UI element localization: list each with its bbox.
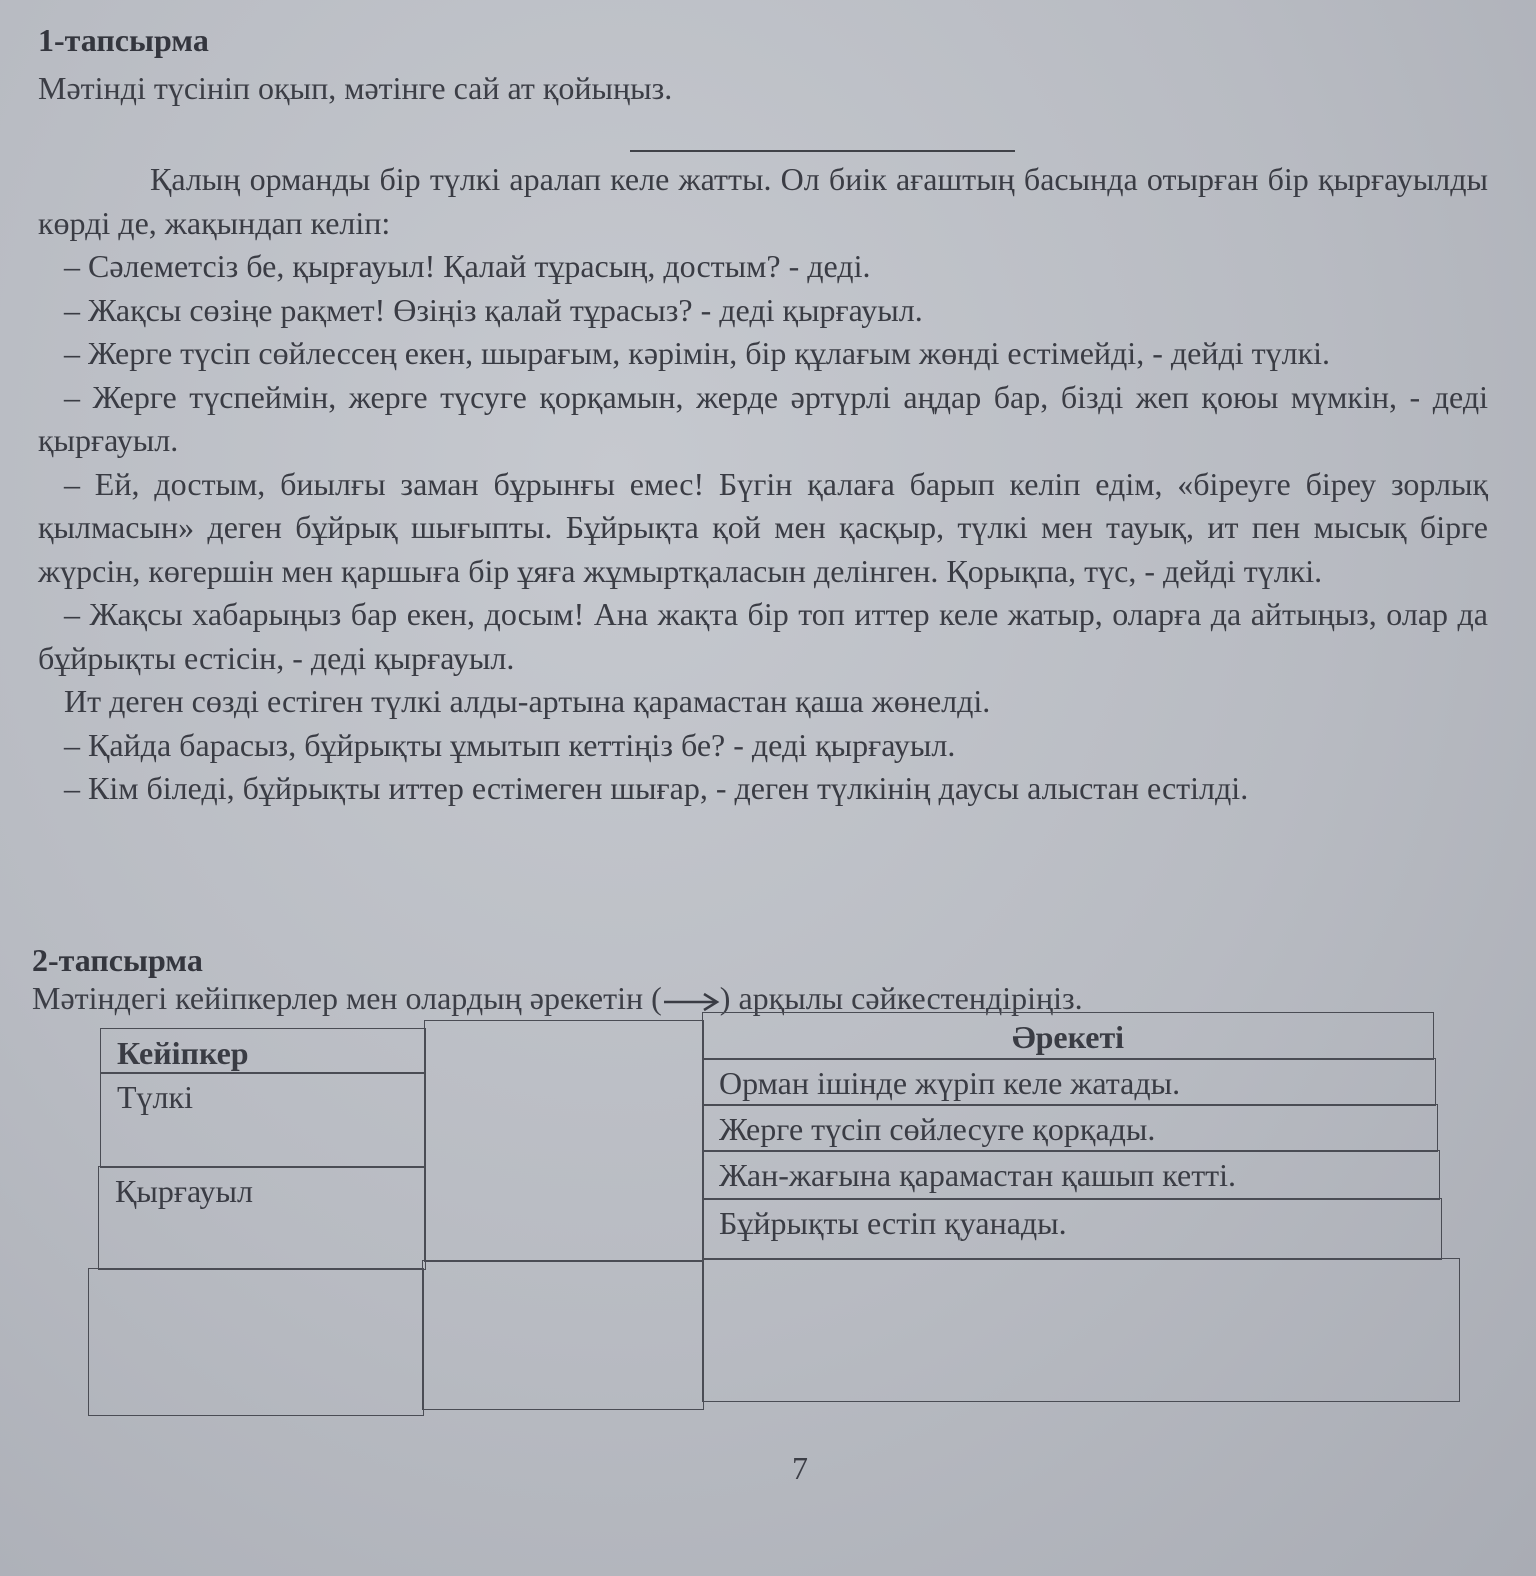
character-cell: Қырғауыл (98, 1166, 426, 1270)
action-cell: Жан-жағына қарамастан қашып кетті. (702, 1150, 1440, 1200)
story-paragraph: – Жерге түсіп сөйлессең екен, шырағым, кәрімін, бір құлағым жөнді естімейді, - дейді түлкі. (64, 335, 1331, 371)
task2-instruction-start: Мәтіндегі кейіпкерлер мен олардың әрекетін ( (32, 980, 662, 1016)
story-paragraph: – Жерге түспеймін, жерге түсуге қорқамын, жерде әртүрлі аңдар бар, бізді жеп қоюы мүмкін, - деді қырғауыл. (38, 378, 1488, 458)
story-paragraph: – Ей, достым, биылғы заман бұрынғы емес! Бүгін қалаға барып келіп едім, «біреуге біреу зорлық қылмасын» деген бұйрық шығыпты. Бұйрықта қой мен қасқыр, түлкі мен тауық, ит пен мысық бірге жүрсін, көгершін мен қаршыға бір ұяға жұмыртқаласын делінген. Қорықпа, түс, - дейді түлкі. (38, 465, 1488, 589)
action-cell-empty[interactable] (702, 1258, 1460, 1402)
character-header: Кейіпкер (100, 1028, 426, 1074)
story-paragraph: – Қайда барасыз, бұйрықты ұмытып кеттіңіз бе? - деді қырғауыл. (64, 726, 956, 763)
action-header: Әрекеті (702, 1012, 1434, 1060)
task2-title: 2-тапсырма (32, 942, 203, 978)
character-cell: Түлкі (100, 1072, 426, 1168)
matching-area[interactable] (424, 1020, 704, 1262)
story-paragraph: – Жақсы сөзіңе рақмет! Өзіңіз қалай тұрасыз? - деді қырғауыл. (64, 291, 923, 328)
story-paragraph: Ит деген сөзді естіген түлкі алды-артына қарамастан қаша жөнелді. (64, 683, 991, 719)
story-paragraph: – Кім біледі, бұйрықты иттер естімеген шығар, - деген түлкінің даусы алыстан естілді. (64, 770, 1249, 806)
story-paragraph: Қалың орманды бір түлкі аралап келе жатты. Ол биік ағаштың басында отырған бір қырғауылды көрді де, жақындап келіп: (38, 161, 1488, 241)
action-cell: Бұйрықты естіп қуанады. (702, 1198, 1442, 1260)
task1-title: 1-тапсырма (38, 22, 209, 58)
task2-instruction-end: ) арқылы сәйкестендіріңіз. (719, 980, 1083, 1016)
page-number: 7 (792, 1450, 808, 1486)
matching-area-empty[interactable] (422, 1260, 704, 1410)
story-paragraph: – Жақсы хабарыңыз бар екен, досым! Ана жақта бір топ иттер келе жатыр, оларға да айтыңыз, олар да бұйрықты естісін, - деді қырғауыл. (38, 596, 1488, 676)
story-text (38, 158, 1488, 811)
story-paragraph: – Сәлеметсіз бе, қырғауыл! Қалай тұрасың, достым? - деді. (64, 248, 871, 284)
action-cell: Жерге түсіп сөйлесуге қорқады. (702, 1104, 1438, 1152)
character-cell-empty[interactable] (88, 1268, 424, 1416)
title-blank-line[interactable] (630, 150, 1015, 152)
task1-instruction: Мәтінді түсініп оқып, мәтінге сай ат қойыңыз. (38, 70, 673, 106)
right-arrow-icon (662, 991, 720, 1013)
action-cell: Орман ішінде жүріп келе жатады. (702, 1058, 1436, 1106)
